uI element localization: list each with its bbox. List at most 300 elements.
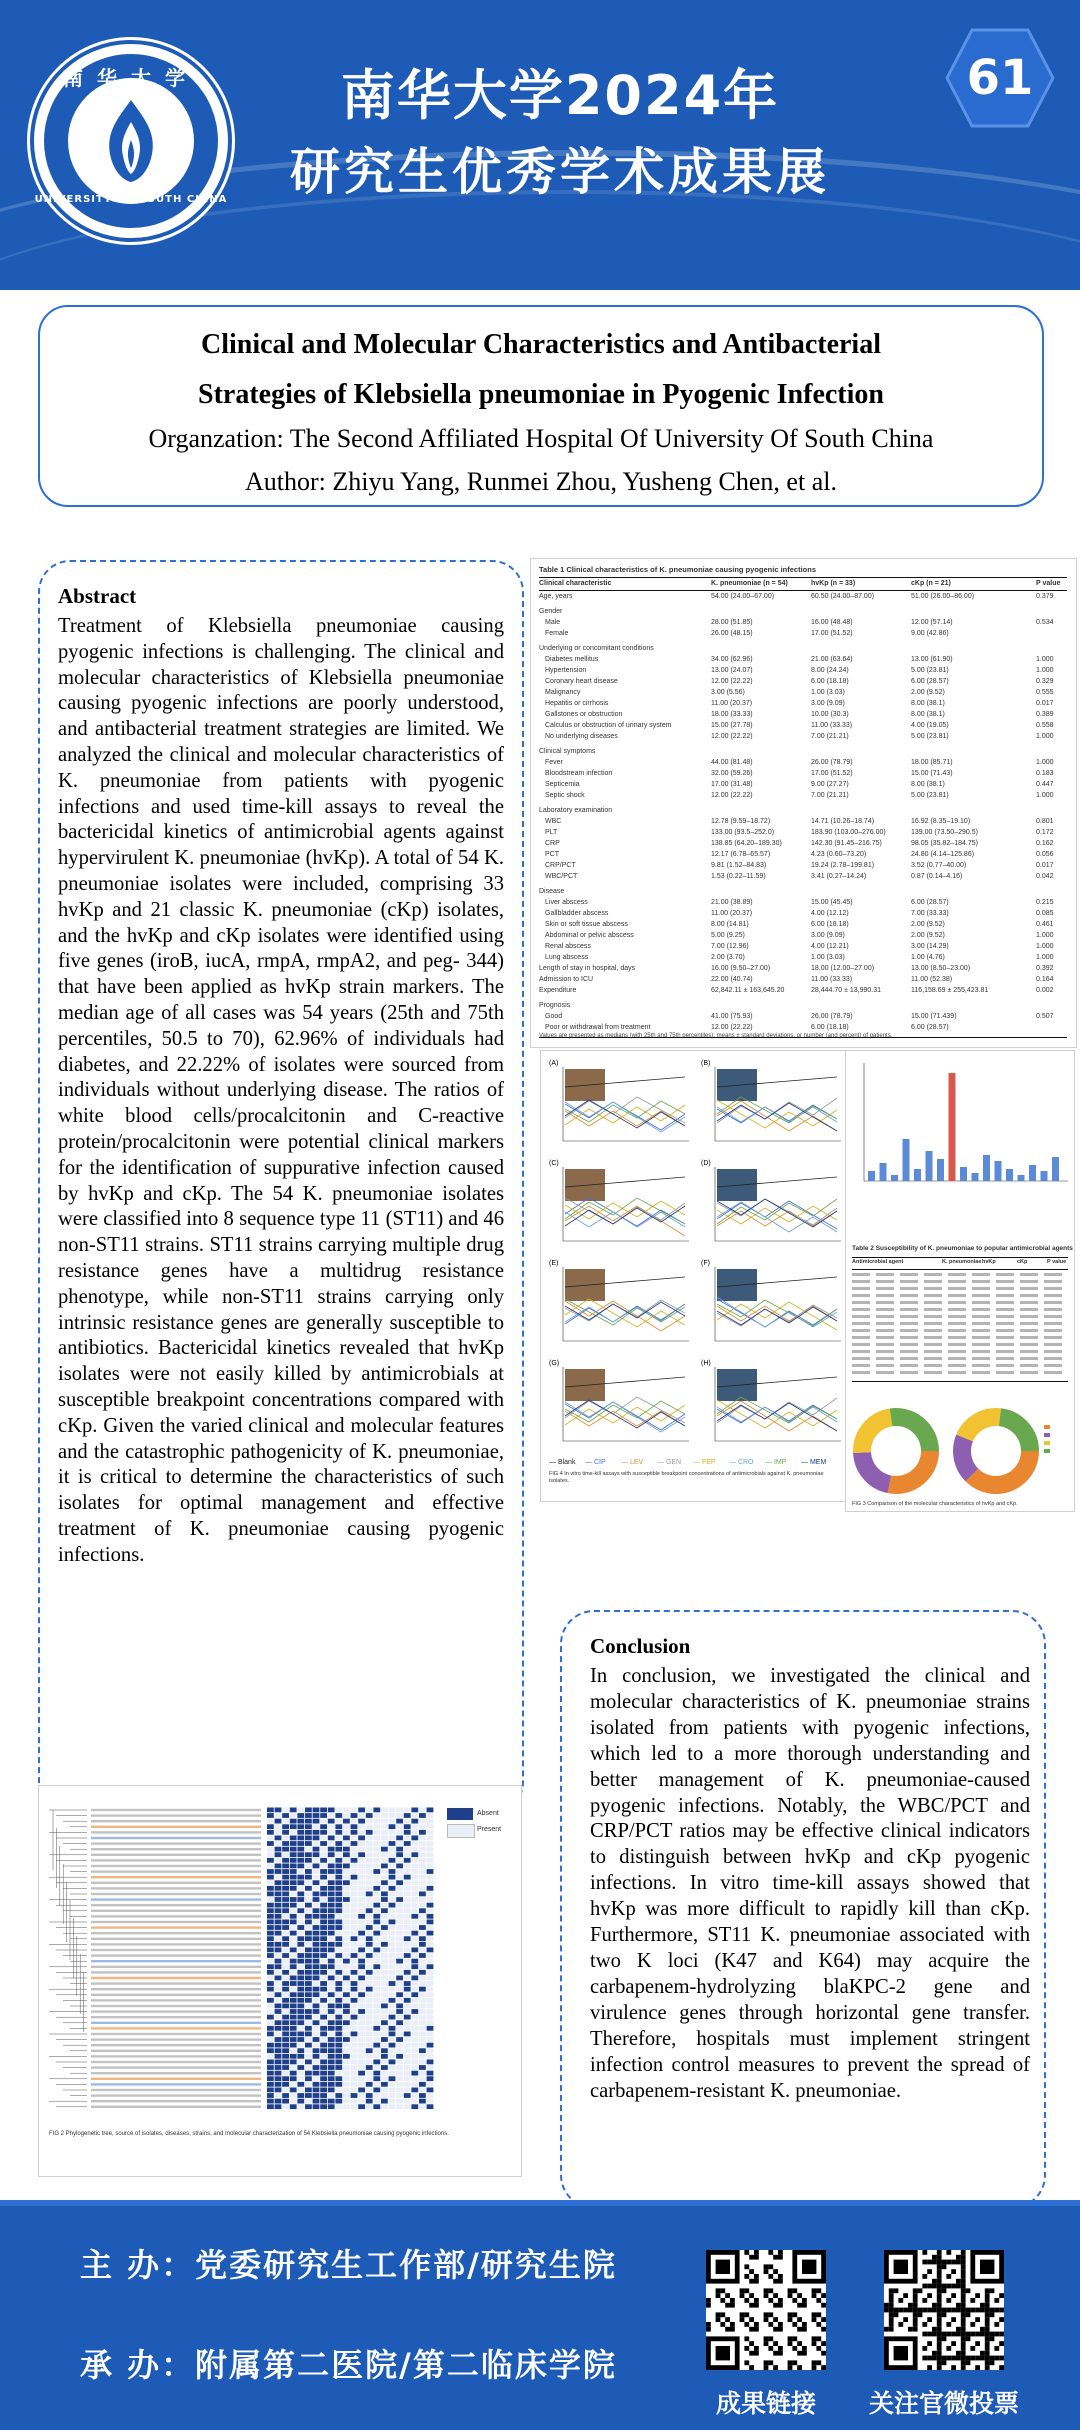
heatmap-cell — [427, 1925, 434, 1930]
heatmap-cell — [313, 1813, 320, 1818]
heatmap-cell — [389, 1998, 396, 2003]
heatmap-cell — [343, 1970, 350, 1975]
heatmap-cell — [282, 1886, 289, 1891]
heatmap-cell — [328, 1819, 335, 1824]
heatmap-cell — [267, 1936, 274, 1941]
heatmap-cell — [351, 1987, 358, 1992]
heatmap-cell — [351, 1847, 358, 1852]
heatmap-cell — [419, 2065, 426, 2070]
table2-row — [852, 1357, 1068, 1360]
table1-cell: PCT — [545, 851, 559, 858]
heatmap-cell — [297, 2060, 304, 2065]
heatmap-cell — [335, 1920, 342, 1925]
heatmap-cell — [381, 1841, 388, 1846]
heatmap-cell — [275, 1886, 282, 1891]
heatmap-cell — [305, 2026, 312, 2031]
isolate-row-label — [91, 1842, 261, 1844]
heatmap-cell — [297, 1880, 304, 1885]
heatmap-cell — [282, 1880, 289, 1885]
heatmap-cell — [290, 1830, 297, 1835]
timekill-panel — [549, 1360, 689, 1441]
heatmap-cell — [351, 1942, 358, 1947]
heatmap-cell — [290, 1970, 297, 1975]
heatmap-cell — [358, 2054, 365, 2059]
heatmap-cell — [305, 1869, 312, 1874]
heatmap-cell — [404, 1987, 411, 1992]
heatmap-cell — [351, 1953, 358, 1958]
heatmap-cell — [328, 1886, 335, 1891]
heatmap-cell — [389, 1830, 396, 1835]
isolate-row-label — [91, 1966, 261, 1968]
qr1-label: 成果链接 — [715, 2389, 816, 2418]
heatmap-cell — [290, 1824, 297, 1829]
table1-cell: 7.00 (33.33) — [911, 910, 949, 917]
table1-cell: Male — [545, 619, 561, 626]
heatmap-cell — [396, 1819, 403, 1824]
heatmap-cell — [282, 1920, 289, 1925]
figure3-bar — [937, 1159, 944, 1181]
heatmap-cell — [389, 2054, 396, 2059]
table1-cell: 1.53 (0.22–11.59) — [711, 873, 766, 880]
table1-cell: PLT — [545, 829, 558, 836]
table1-header-cell: K. pneumoniae (n = 54) — [711, 580, 788, 587]
table1-cell: 12.00 (22.22) — [711, 678, 753, 685]
heatmap-cell — [282, 1976, 289, 1981]
timekill-panel — [549, 1160, 689, 1241]
table1-header-cell: P value — [1036, 580, 1061, 587]
heatmap-cell — [366, 2065, 373, 2070]
heatmap-cell — [373, 1880, 380, 1885]
heatmap-cell — [389, 1903, 396, 1908]
heatmap-cell — [297, 2020, 304, 2025]
heatmap-cell — [427, 1892, 434, 1897]
heatmap-cell — [267, 1942, 274, 1947]
heatmap-cell — [305, 2060, 312, 2065]
heatmap-cell — [313, 1987, 320, 1992]
isolate-row-label — [91, 2044, 261, 2046]
heatmap-cell — [267, 2020, 274, 2025]
heatmap-cell — [389, 2048, 396, 2053]
heatmap-cell — [290, 1953, 297, 1958]
heatmap-cell — [351, 2093, 358, 2098]
heatmap-cell — [290, 1892, 297, 1897]
heatmap-cell — [358, 1858, 365, 1863]
heatmap-cell — [328, 1852, 335, 1857]
heatmap-cell — [290, 1981, 297, 1986]
heatmap-cell — [427, 2088, 434, 2093]
heatmap-cell — [396, 1813, 403, 1818]
heatmap-cell — [275, 1841, 282, 1846]
heatmap-cell — [297, 1953, 304, 1958]
heatmap-cell — [404, 2065, 411, 2070]
heatmap-cell — [389, 2015, 396, 2020]
heatmap-cell — [396, 2076, 403, 2081]
heatmap-cell — [396, 2048, 403, 2053]
heatmap-cell — [313, 1847, 320, 1852]
heatmap-cell — [419, 1886, 426, 1891]
heatmap-cell — [381, 1914, 388, 1919]
heatmap-cell — [282, 2093, 289, 2098]
heatmap-cell — [267, 2037, 274, 2042]
isolate-row-label — [91, 1938, 261, 1940]
isolate-row-label — [91, 1999, 261, 2001]
heatmap-cell — [404, 2032, 411, 2037]
table1-cell: 9.00 (27.27) — [811, 781, 849, 788]
heatmap-cell — [267, 1970, 274, 1975]
heatmap-cell — [396, 1880, 403, 1885]
heatmap-cell — [381, 1942, 388, 1947]
table1-cell: 139.00 (73.50–290.5) — [911, 829, 978, 836]
heatmap-cell — [396, 1875, 403, 1880]
isolate-row-label — [91, 1887, 261, 1889]
heatmap-cell — [297, 1970, 304, 1975]
table1-cell: 1.00 (4.76) — [911, 954, 945, 961]
heatmap-cell — [267, 2015, 274, 2020]
heatmap-cell — [389, 2009, 396, 2014]
heatmap-cell — [343, 1858, 350, 1863]
heatmap-cell — [427, 2020, 434, 2025]
figure3-bar — [1029, 1165, 1036, 1181]
heatmap-cell — [335, 2082, 342, 2087]
heatmap-cell — [305, 1998, 312, 2003]
heatmap-cell — [373, 2020, 380, 2025]
table1-cell: 6.00 (28.57) — [911, 1024, 949, 1031]
table2-row — [852, 1336, 1068, 1339]
figure3-panel — [845, 1050, 1075, 1512]
heatmap-cell — [366, 1892, 373, 1897]
heatmap-cell — [320, 2004, 327, 2009]
heatmap-cell — [282, 1936, 289, 1941]
heatmap-cell — [343, 1819, 350, 1824]
heatmap-cell — [381, 1847, 388, 1852]
heatmap-cell — [335, 1959, 342, 1964]
qr-code-icon — [706, 2250, 826, 2370]
heatmap-cell — [328, 2026, 335, 2031]
table1-cell: 5.00 (23.81) — [911, 733, 949, 740]
heatmap-cell — [389, 2043, 396, 2048]
heatmap-cell — [419, 2043, 426, 2048]
heatmap-cell — [396, 1903, 403, 1908]
heatmap-cell — [358, 1875, 365, 1880]
heatmap-cell — [313, 1880, 320, 1885]
heatmap-cell — [320, 2082, 327, 2087]
isolate-row-label — [91, 2027, 261, 2029]
heatmap-cell — [343, 2048, 350, 2053]
logo-chinese-text: 南华大学 — [63, 66, 199, 90]
qr-code-achievement-link[interactable] — [706, 2250, 826, 2370]
table1-cell: 1.00 (3.03) — [811, 689, 845, 696]
table1-cell: 41.00 (75.93) — [711, 1013, 753, 1020]
heatmap-cell — [282, 1948, 289, 1953]
heatmap-cell — [411, 2054, 418, 2059]
heatmap-cell — [290, 2088, 297, 2093]
heatmap-cell — [419, 2026, 426, 2031]
table1-cell: 1.000 — [1036, 667, 1054, 674]
heatmap-cell — [366, 2048, 373, 2053]
heatmap-cell — [290, 1880, 297, 1885]
isolate-row-label — [91, 2089, 261, 2091]
heatmap-cell — [275, 1813, 282, 1818]
heatmap-cell — [366, 1858, 373, 1863]
table1-cell: 32.00 (59.26) — [711, 770, 753, 777]
table1-cell: Diabetes mellitus — [545, 656, 599, 663]
paper-organization: Organzation: The Second Affiliated Hospital Of University Of South China — [148, 424, 934, 453]
heatmap-cell — [343, 1976, 350, 1981]
heatmap-cell — [366, 1914, 373, 1919]
heatmap-cell — [335, 1824, 342, 1829]
heatmap-cell — [275, 1869, 282, 1874]
heatmap-cell — [373, 1830, 380, 1835]
timekill-series-line — [717, 1202, 837, 1232]
heatmap-cell — [320, 1936, 327, 1941]
heatmap-cell — [335, 2037, 342, 2042]
heatmap-cell — [366, 1931, 373, 1936]
heatmap-cell — [373, 1869, 380, 1874]
heatmap-cell — [381, 1931, 388, 1936]
heatmap-cell — [351, 1808, 358, 1813]
heatmap-cell — [427, 1830, 434, 1835]
table1-cell: 1.000 — [1036, 932, 1054, 939]
heatmap-cell — [328, 1875, 335, 1880]
heatmap-cell — [328, 1936, 335, 1941]
heatmap-cell — [305, 1858, 312, 1863]
heatmap-cell — [404, 1981, 411, 1986]
timekill-panel — [701, 1160, 841, 1241]
heatmap-cell — [351, 1931, 358, 1936]
heatmap-cell — [404, 1847, 411, 1852]
heatmap-cell — [328, 1942, 335, 1947]
heatmap-cell — [389, 2065, 396, 2070]
heatmap-cell — [366, 2076, 373, 2081]
heatmap-cell — [351, 1920, 358, 1925]
heatmap-cell — [389, 2082, 396, 2087]
heatmap-cell — [351, 1992, 358, 1997]
heatmap-cell — [351, 1948, 358, 1953]
panel-label: (D) — [701, 1160, 711, 1167]
heatmap-cell — [373, 1964, 380, 1969]
table1-cell: 4.23 (0.60–73.20) — [811, 851, 867, 858]
heatmap-cell — [305, 1908, 312, 1913]
heatmap-cell — [297, 2104, 304, 2109]
heatmap-cell — [411, 1903, 418, 1908]
heatmap-cell — [267, 1953, 274, 1958]
heatmap-cell — [313, 1892, 320, 1897]
table1-cell: 12.00 (22.22) — [711, 792, 753, 799]
heatmap-cell — [411, 1880, 418, 1885]
heatmap-cell — [320, 1931, 327, 1936]
table1-cell: Admission to ICU — [539, 976, 594, 983]
heatmap-cell — [366, 2088, 373, 2093]
panel-label: (E) — [549, 1260, 559, 1267]
heatmap-cell — [328, 1836, 335, 1841]
heatmap-cell — [373, 2054, 380, 2059]
heatmap-cell — [282, 1813, 289, 1818]
heatmap-cell — [313, 2037, 320, 2042]
heatmap-cell — [343, 2020, 350, 2025]
heatmap-cell — [267, 1858, 274, 1863]
heatmap-cell — [358, 1813, 365, 1818]
heatmap-cell — [404, 2020, 411, 2025]
heatmap-cell — [419, 2032, 426, 2037]
table1-cell: Septicemia — [545, 781, 580, 788]
heatmap-cell — [396, 2082, 403, 2087]
table1-figure — [530, 558, 1077, 1048]
table1-cell: 6.00 (28.57) — [911, 899, 949, 906]
heatmap-cell — [343, 1841, 350, 1846]
heatmap-cell — [427, 1908, 434, 1913]
heatmap-cell — [381, 2082, 388, 2087]
heatmap-cell — [351, 1819, 358, 1824]
heatmap-cell — [404, 1897, 411, 1902]
heatmap-cell — [297, 1992, 304, 1997]
heatmap-cell — [358, 1903, 365, 1908]
table2-header-cell: Antimicrobial agent — [852, 1259, 904, 1265]
heatmap-cell — [275, 1852, 282, 1857]
heatmap-cell — [404, 2076, 411, 2081]
heatmap-cell — [427, 1914, 434, 1919]
heatmap-cell — [404, 2048, 411, 2053]
heatmap-cell — [320, 1981, 327, 1986]
heatmap-cell — [366, 2099, 373, 2104]
heatmap-cell — [282, 1964, 289, 1969]
heatmap-cell — [267, 2043, 274, 2048]
heatmap-cell — [381, 1908, 388, 1913]
heatmap-cell — [313, 1836, 320, 1841]
panel-label: (B) — [701, 1060, 711, 1067]
heatmap-cell — [366, 2020, 373, 2025]
figure3-bar — [995, 1161, 1002, 1181]
heatmap-cell — [267, 1998, 274, 2003]
table1-cell: 54.00 (24.00–67.00) — [711, 593, 775, 600]
heatmap-cell — [366, 2026, 373, 2031]
heatmap-cell — [282, 1864, 289, 1869]
table1-cell: 11.00 (20.37) — [711, 700, 753, 707]
heatmap-cell — [320, 1959, 327, 1964]
heatmap-cell — [389, 1942, 396, 1947]
heatmap-cell — [335, 1931, 342, 1936]
heatmap-cell — [404, 1886, 411, 1891]
heatmap-cell — [389, 1858, 396, 1863]
heatmap-cell — [343, 1953, 350, 1958]
heatmap-cell — [290, 1819, 297, 1824]
qr-code-wechat-vote[interactable] — [884, 2250, 1004, 2370]
heatmap-cell — [290, 1998, 297, 2003]
heatmap-cell — [275, 2009, 282, 2014]
heatmap-cell — [290, 1987, 297, 1992]
heatmap-cell — [313, 1920, 320, 1925]
heatmap-cell — [282, 2054, 289, 2059]
heatmap-cell — [419, 1936, 426, 1941]
heatmap-cell — [366, 1998, 373, 2003]
heatmap-cell — [404, 1836, 411, 1841]
figure2-caption: FIG 2 Phylogenetic tree, source of isolates, diseases, strains, and molecular characterization of 54 Klebsiella pneumoniae causing pyogenic infections. — [49, 2131, 449, 2137]
heatmap-cell — [305, 2037, 312, 2042]
exhibition-title-line1: 南华大学2024年 — [340, 64, 780, 127]
heatmap-cell — [396, 1852, 403, 1857]
heatmap-cell — [282, 2037, 289, 2042]
heatmap-cell — [282, 1875, 289, 1880]
heatmap-cell — [389, 1808, 396, 1813]
heatmap-cell — [320, 1886, 327, 1891]
heatmap-cell — [396, 2088, 403, 2093]
isolate-row-label — [91, 1870, 261, 1872]
heatmap-cell — [427, 1931, 434, 1936]
heatmap-cell — [313, 1936, 320, 1941]
heatmap-cell — [320, 1925, 327, 1930]
heatmap-cell — [411, 2060, 418, 2065]
heatmap-cell — [358, 1920, 365, 1925]
heatmap-cell — [419, 1897, 426, 1902]
heatmap-cell — [396, 1992, 403, 1997]
heatmap-cell — [351, 1903, 358, 1908]
timekill-series-line — [717, 1103, 837, 1131]
heatmap-cell — [267, 1830, 274, 1835]
isolate-row-label — [91, 1926, 261, 1928]
heatmap-cell — [351, 2088, 358, 2093]
heatmap-cell — [389, 1992, 396, 1997]
heatmap-cell — [313, 2048, 320, 2053]
heatmap-cell — [320, 2043, 327, 2048]
heatmap-cell — [343, 2093, 350, 2098]
heatmap-cell — [411, 1970, 418, 1975]
figure2-tree-and-heatmap — [39, 1796, 521, 2126]
heatmap-cell — [389, 2093, 396, 2098]
isolate-row-label — [91, 1915, 261, 1917]
heatmap-cell — [366, 2032, 373, 2037]
legend-present-label: Present — [477, 1826, 502, 1833]
heatmap-cell — [313, 1959, 320, 1964]
heatmap-cell — [343, 2088, 350, 2093]
heatmap-cell — [328, 1953, 335, 1958]
heatmap-cell — [381, 1948, 388, 1953]
heatmap-cell — [328, 2043, 335, 2048]
table1-cell: 17.00 (51.52) — [811, 630, 853, 637]
table2-header-cell: P value — [1047, 1259, 1067, 1265]
heatmap-cell — [373, 2009, 380, 2014]
timekill-legend-item: — GEN — [657, 1459, 682, 1466]
heatmap-cell — [297, 1959, 304, 1964]
heatmap-cell — [275, 1976, 282, 1981]
poster-footer — [0, 2200, 1080, 2430]
heatmap-cell — [381, 1897, 388, 1902]
heatmap-cell — [267, 1813, 274, 1818]
heatmap-cell — [381, 2093, 388, 2098]
table2-row — [852, 1343, 1068, 1346]
figure3-bar — [1052, 1157, 1059, 1181]
table1-cell: 0.085 — [1036, 910, 1054, 917]
heatmap-cell — [297, 1892, 304, 1897]
heatmap-cell — [427, 2043, 434, 2048]
heatmap-cell — [335, 2076, 342, 2081]
heatmap-cell — [381, 1920, 388, 1925]
heatmap-cell — [305, 1886, 312, 1891]
heatmap-cell — [373, 1959, 380, 1964]
heatmap-cell — [313, 1970, 320, 1975]
heatmap-cell — [358, 2009, 365, 2014]
heatmap-cell — [396, 1830, 403, 1835]
heatmap-cell — [419, 1880, 426, 1885]
heatmap-cell — [419, 1920, 426, 1925]
heatmap-cell — [411, 1841, 418, 1846]
heatmap-cell — [427, 2048, 434, 2053]
conclusion-heading: Conclusion — [590, 1634, 691, 1658]
heatmap-cell — [351, 2004, 358, 2009]
heatmap-cell — [328, 1970, 335, 1975]
table1-cell: Hypertension — [545, 667, 587, 674]
heatmap-cell — [275, 1858, 282, 1863]
table1-cell: 24.80 (4.14–125.86) — [911, 851, 975, 858]
heatmap-cell — [343, 1992, 350, 1997]
